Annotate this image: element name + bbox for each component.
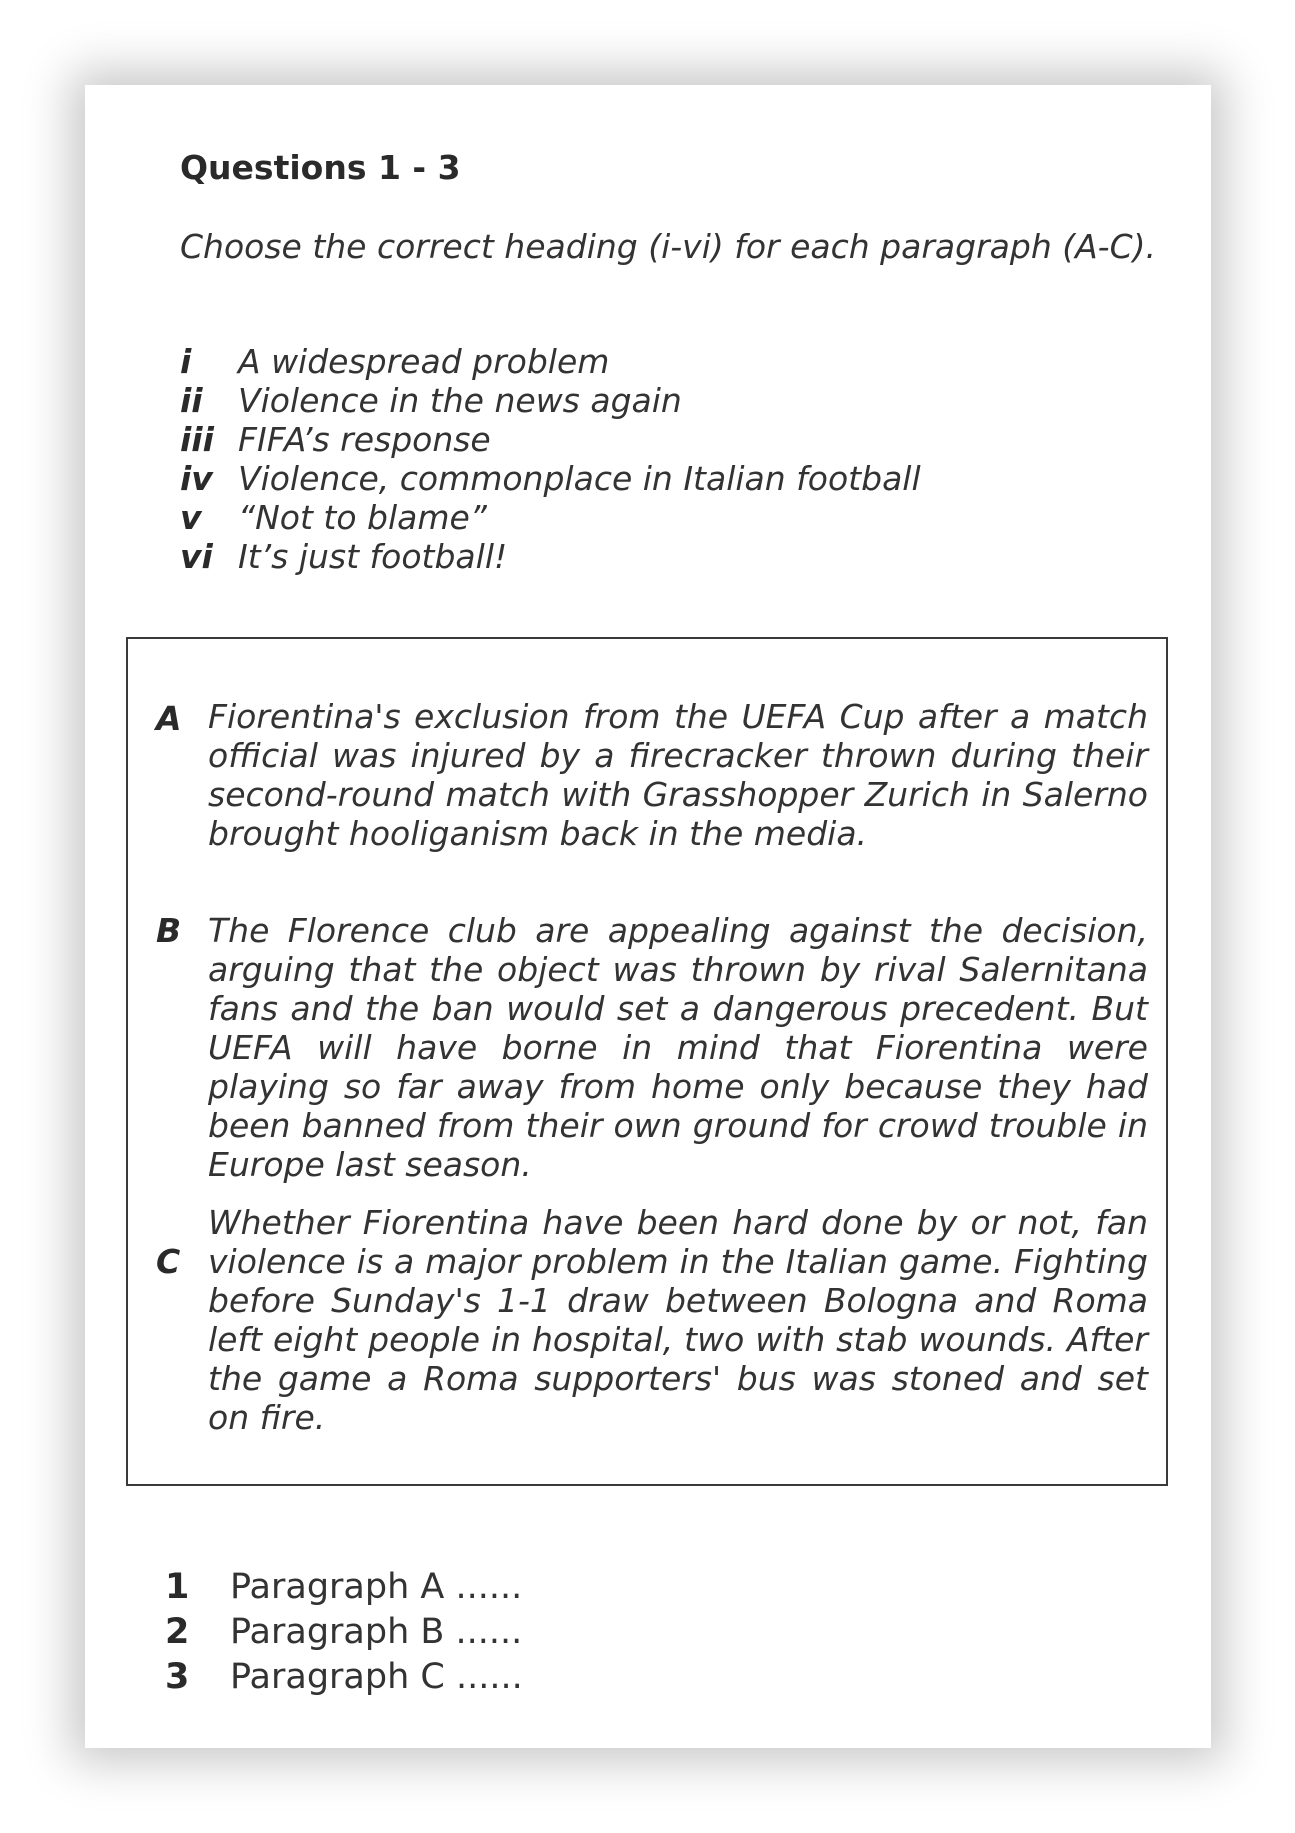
questions-title: Questions 1 - 3 [180,148,461,187]
heading-text: Violence, commonplace in Italian football [238,459,921,498]
heading-text: FIFA’s response [238,420,491,459]
answer-item [165,1610,523,1655]
heading-item [180,498,921,537]
heading-item [180,420,921,459]
heading-item [180,342,921,381]
paragraph-c: Whether Fiorentina have been hard done by or not, fan violence is a major problem in the Italian game. Fighting before Sunday's 1-1 draw between Bologna and Roma left eight people in hospital, two with stab wounds. After the game a Roma supporters' bus was stoned and set on fire. [208,1203,1148,1437]
heading-text: Violence in the news again [238,381,682,420]
answer-number: 3 [165,1657,190,1697]
answer-item [165,1565,523,1610]
heading-numeral: iv [180,459,213,498]
answer-text: Paragraph B ...... [230,1612,523,1652]
heading-numeral: vi [180,537,213,576]
answers-list [165,1565,523,1700]
heading-text: “Not to blame” [238,498,487,537]
paragraph-letter-c: C [156,1242,181,1281]
heading-numeral: i [180,342,192,381]
heading-text: A widespread problem [238,342,610,381]
answer-text: Paragraph A ...... [230,1567,523,1607]
answer-number: 2 [165,1612,190,1652]
heading-numeral: v [180,498,202,537]
heading-item [180,459,921,498]
paragraph-a: Fiorentina's exclusion from the UEFA Cup after a match official was injured by a firecracker thrown during their second-round match with Grasshopper Zurich in Salerno brought hooliganism back in the media. [208,697,1148,853]
heading-numeral: iii [180,420,214,459]
heading-numeral: ii [180,381,203,420]
answer-text: Paragraph C ...... [230,1657,523,1697]
headings-list [180,342,921,576]
instruction-text: Choose the correct heading (i-vi) for each paragraph (A-C). [180,227,1156,266]
heading-item [180,537,921,576]
answer-number: 1 [165,1567,190,1607]
answer-item [165,1655,523,1700]
passage-box [126,637,1168,1486]
paragraph-letter-b: B [156,911,182,950]
paragraph-b: The Florence club are appealing against the decision, arguing that the object was thrown by rival Salernitana fans and the ban would set a dangerous precedent. But UEFA will have borne in mind that Fiorentina were playing so far away from home only because they had been banned from their own ground for crowd trouble in Europe last season. [208,911,1148,1184]
heading-item [180,381,921,420]
heading-text: It’s just football! [238,537,508,576]
paragraph-letter-a: A [156,699,182,738]
